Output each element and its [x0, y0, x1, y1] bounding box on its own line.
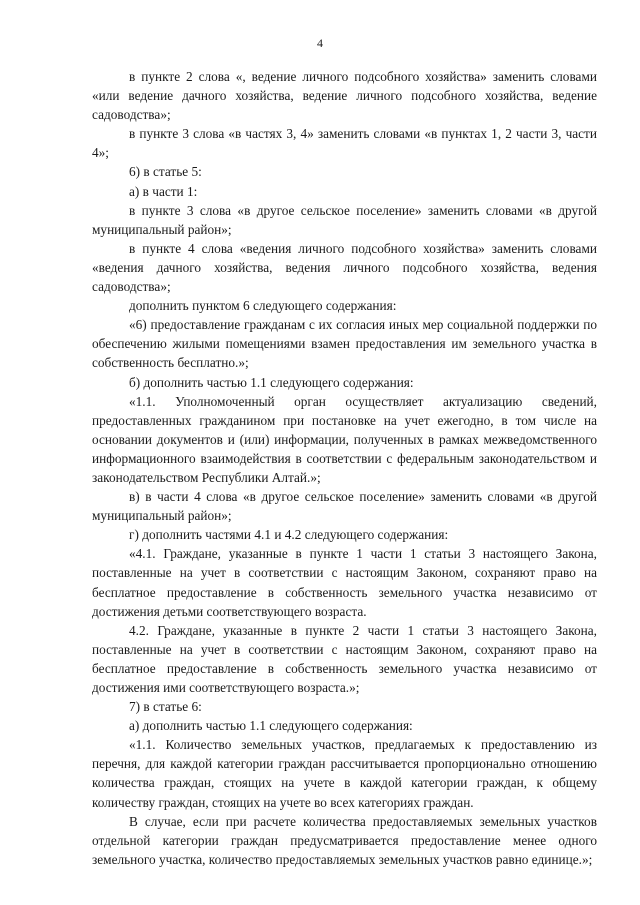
page-number: 4 [317, 36, 323, 50]
paragraph: в пункте 4 слова «ведения личного подсобного хозяйства» заменить словами «ведения дачного хозяйства, ведения личного подсобного хозяйства, ведения садоводства»; [92, 240, 597, 295]
paragraph: 7) в статье 6: [129, 699, 202, 715]
paragraph: В случае, если при расчете количества предоставляемых земельных участков отдельной категории граждан предусматривается предоставление менее одного земельного участка, количество предоставляемых земельных участков равно единице.»; [92, 813, 597, 867]
paragraph: г) дополнить частями 4.1 и 4.2 следующего содержания: [129, 527, 449, 543]
paragraph: в пункте 3 слова «в другое сельское поселение» заменить словами «в другой муниципальный район»; [92, 202, 597, 237]
document-body [92, 67, 597, 869]
paragraph: «1.1. Уполномоченный орган осуществляет актуализацию сведений, предоставленных гражданином при постановке на учет ежегодно, в том числе на основании документов и (или) информации, полученных в рамках межведомственного информационного взаимодействия в соответствии с федеральным законодательством и законодательством Республики Алтай.»; [92, 393, 597, 485]
paragraph: 4.2. Граждане, указанные в пункте 2 части 1 статьи 3 настоящего Закона, поставленные на учет в соответствии с настоящим Законом, сохраняют право на бесплатное предоставление в собственность земельного участка независимо от достижения ими соответствующего возраста.»; [92, 622, 597, 695]
paragraph: б) дополнить частью 1.1 следующего содержания: [129, 374, 414, 390]
paragraph: дополнить пунктом 6 следующего содержания: [129, 298, 397, 314]
paragraph: «1.1. Количество земельных участков, предлагаемых к предоставлению из перечня, для каждой категории граждан рассчитывается пропорционально отношению количества граждан, стоящих на учете в каждой категории граждан, к общему количеству граждан, стоящих на учете во всех категориях граждан. [92, 737, 597, 810]
paragraph: в пункте 3 слова «в частях 3, 4» заменить словами «в пунктах 1, 2 части 3, части 4»; [92, 126, 597, 161]
paragraph: «4.1. Граждане, указанные в пункте 1 части 1 статьи 3 настоящего Закона, поставленные на учет в соответствии с настоящим Законом, сохраняют право на бесплатное предоставление в собственность земельного участка независимо от достижения детьми соответствующего возраста. [92, 546, 597, 619]
paragraph: в) в части 4 слова «в другое сельское поселение» заменить словами «в другой муниципальный район»; [92, 489, 597, 524]
paragraph: в пункте 2 слова «, ведение личного подсобного хозяйства» заменить словами «или ведение дачного хозяйства, ведение личного подсобного хозяйства, ведение садоводства»; [92, 69, 597, 123]
paragraph: а) дополнить частью 1.1 следующего содержания: [129, 718, 413, 734]
paragraph: «6) предоставление гражданам с их согласия иных мер социальной поддержки по обеспечению жилыми помещениями взамен предоставления им земельного участка в собственность бесплатно.»; [92, 317, 597, 371]
paragraph: а) в части 1: [129, 183, 198, 199]
paragraph: 6) в статье 5: [129, 164, 202, 180]
